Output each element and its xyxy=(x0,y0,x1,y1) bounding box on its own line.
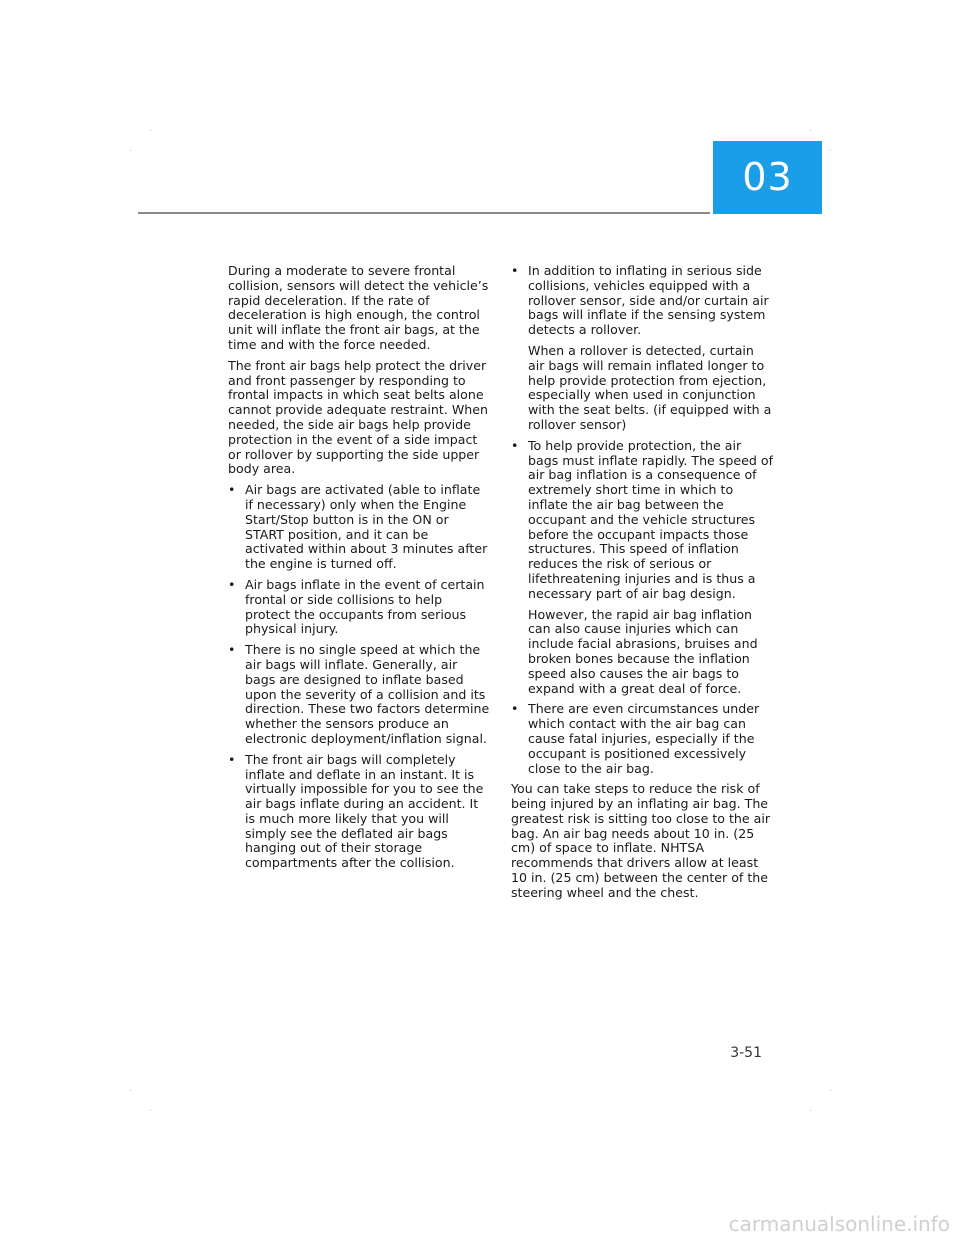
crop-mark xyxy=(130,1090,131,1091)
watermark: carmanualsonline.info xyxy=(728,1212,950,1236)
crop-mark xyxy=(810,130,811,131)
list-item-text: Air bags are activated (able to inflate if necessary) only when the Engine Start/Stop button is in the ON or START position, and it can be activated within about 3 minutes after the engine is turned off. xyxy=(245,482,488,572)
chapter-tab: 03 xyxy=(713,141,822,214)
list-item xyxy=(511,264,773,433)
left-column xyxy=(228,264,490,877)
crop-mark xyxy=(130,150,131,151)
list-item-text: To help provide protection, the air bags must inflate rapidly. The speed of air bag inflation is a consequence of extremely short time in which to inflate the air bag between the occupant and the vehicle structures before the occupant impacts those structures. This speed of inflation reduces the risk of serious or lifethreatening injuries and is thus a necessary part of air bag design. xyxy=(528,437,773,601)
front-air-bags-paragraph: The front air bags help protect the driver and front passenger by responding to frontal impacts in which seat belts alone cannot provide adequate restraint. When needed, the side air bags help provide protection in the event of a side impact or rollover by supporting the side upper body area. xyxy=(228,357,489,477)
right-column xyxy=(511,264,773,907)
bullet-icon: • xyxy=(511,701,519,717)
intro-paragraph: During a moderate to severe frontal collision, sensors will detect the vehicle’s rapid deceleration. If the rate of deceleration is high enough, the control unit will inflate the front air bags, at the time and with the force needed. xyxy=(228,263,489,352)
bullet-icon: • xyxy=(511,437,519,453)
list-item-subparagraph: When a rollover is detected, curtain air bags will remain inflated longer to help provide protection from ejection, especially when used in conjunction with the seat belts. (if equipped with a rollover sensor) xyxy=(528,342,772,432)
bullet-icon: • xyxy=(511,263,519,278)
bullet-icon: • xyxy=(228,642,236,658)
list-item-subparagraph: However, the rapid air bag inflation can also cause injuries which can include facial abrasions, bruises and broken bones because the inflation speed also causes the air bags to expand with a great deal of force. xyxy=(528,606,758,696)
crop-mark xyxy=(830,150,831,151)
bullet-icon: • xyxy=(228,482,236,498)
list-item xyxy=(228,643,490,747)
list-item xyxy=(228,753,490,871)
bullet-icon: • xyxy=(228,751,236,767)
crop-mark xyxy=(150,1110,151,1111)
closing-paragraph: You can take steps to reduce the risk of being injured by an inflating air bag. The greatest risk is sitting too close to the air bag. An air bag needs about 10 in. (25 cm) of space to inflate. NHTSA recommends that drivers allow at least 10 in. (25 cm) between the center of the steering wheel and the chest. xyxy=(511,781,771,900)
crop-mark xyxy=(150,130,151,131)
list-item-text: There is no single speed at which the air bags will inflate. Generally, air bags are designed to inflate based upon the severity of a collision and its direction. These two factors determine whether the sensors produce an electronic deployment/inflation signal. xyxy=(245,642,490,746)
list-item xyxy=(228,578,490,637)
list-item-text: The front air bags will completely inflate and deflate in an instant. It is virtually impossible for you to see the air bags inflate during an accident. It is much more likely that you will simply see the deflated air bags hanging out of their storage compartments after the collision. xyxy=(245,751,484,871)
crop-mark xyxy=(810,1110,811,1111)
list-item xyxy=(228,483,490,572)
page-number: 3-51 xyxy=(730,1045,762,1061)
list-item-text: There are even circumstances under which contact with the air bag can cause fatal injuries, especially if the occupant is positioned excessively close to the air bag. xyxy=(528,701,760,776)
header-rule xyxy=(138,212,710,214)
bullet-icon: • xyxy=(228,576,236,592)
crop-mark xyxy=(830,1090,831,1091)
list-item xyxy=(511,702,773,776)
list-item-text: In addition to inflating in serious side collisions, vehicles equipped with a rollover sensor, side and/or curtain air bags will inflate if the sensing system detects a rollover. xyxy=(528,263,769,338)
list-item xyxy=(511,439,773,697)
list-item-text: Air bags inflate in the event of certain frontal or side collisions to help protect the occupants from serious physical injury. xyxy=(245,576,485,637)
